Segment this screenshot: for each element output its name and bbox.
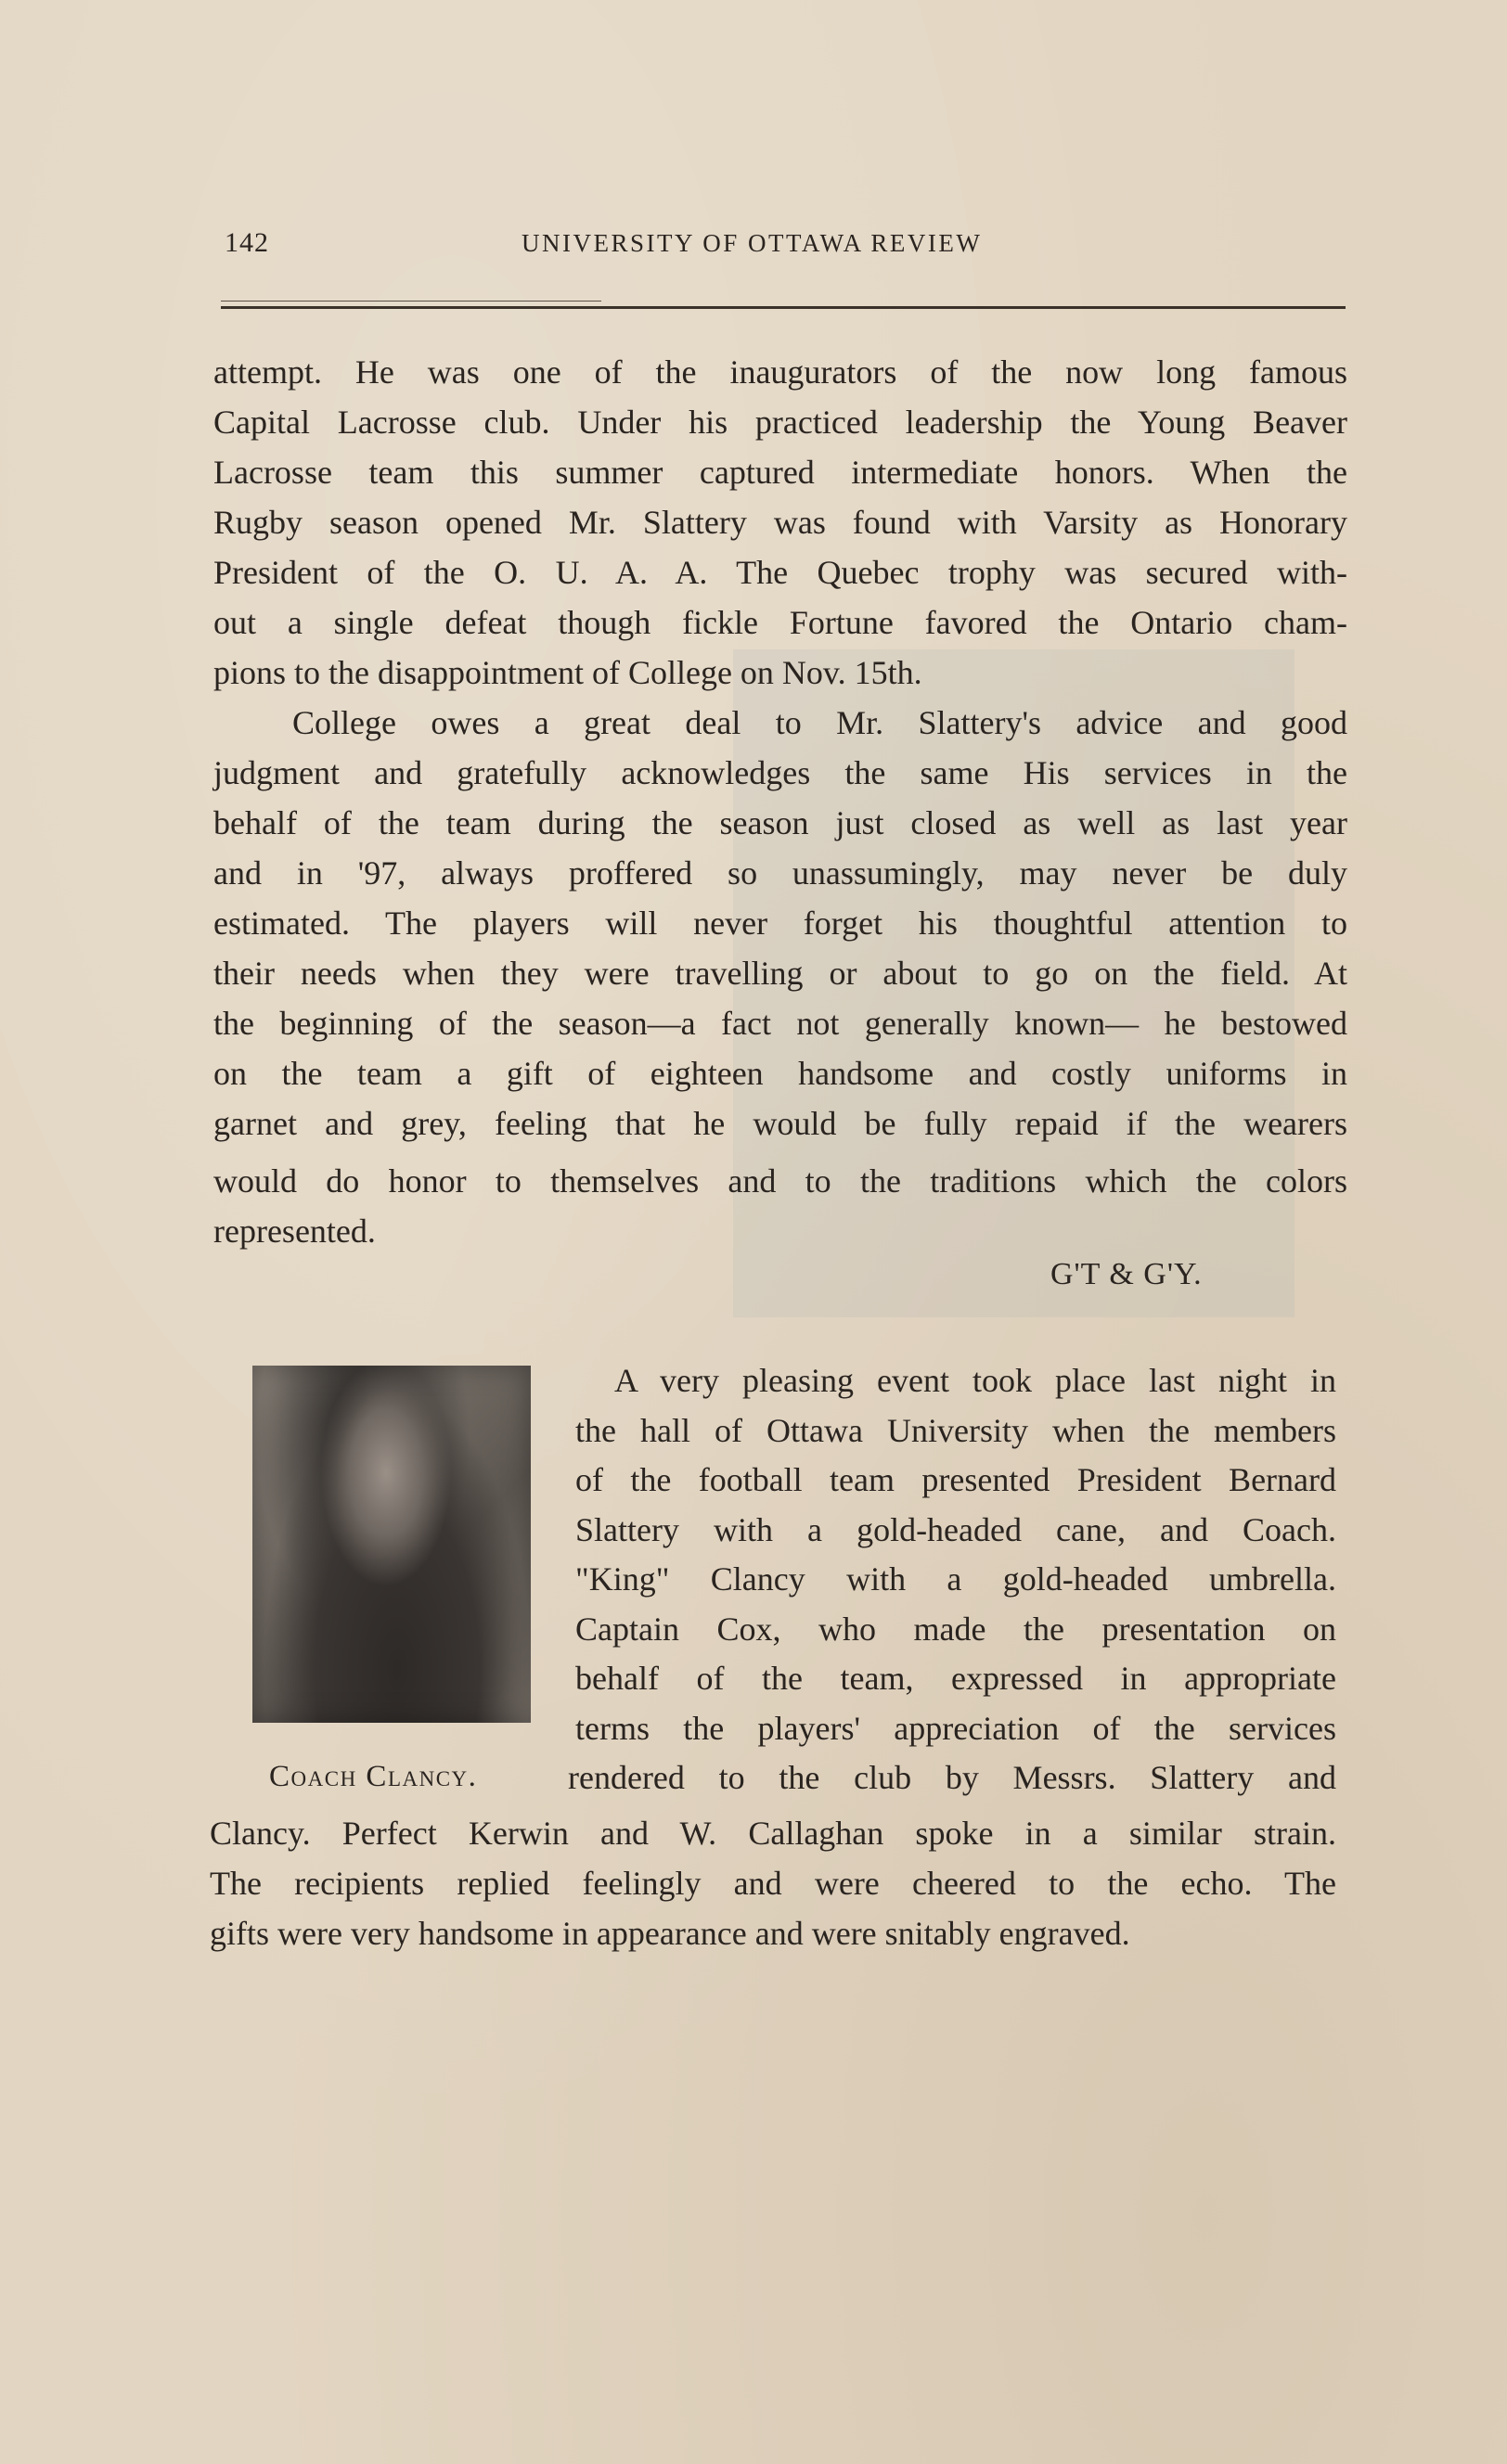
text-line: behalf of the team during the season just closed as well as last year [213, 804, 1347, 841]
text-line: on the team a gift of eighteen handsome and costly uniforms in [213, 1055, 1347, 1092]
text-line: rendered to the club by Messrs. Slattery and [568, 1759, 1336, 1796]
paragraph-tribute [213, 698, 1347, 1256]
text-line: terms the players' appreciation of the services [575, 1709, 1336, 1747]
text-line: represented. [213, 1213, 376, 1250]
event-paragraph [568, 1356, 1336, 1803]
text-line: Lacrosse team this summer captured intermediate honors. When the [213, 454, 1347, 491]
page-number: 142 [225, 227, 269, 258]
text-line: the beginning of the season—a fact not generally known— he bestowed [213, 1005, 1347, 1042]
text-line: the hall of Ottawa University when the members [575, 1411, 1336, 1449]
text-line: College owes a great deal to Mr. Slattery's advice and good [292, 704, 1347, 741]
header-rule-thin [221, 301, 601, 302]
text-line: out a single defeat though fickle Fortune favored the Ontario cham- [213, 604, 1347, 641]
text-line: Slattery with a gold-headed cane, and Coach. [575, 1510, 1336, 1548]
text-line: estimated. The players will never forget his thoughtful attention to [213, 905, 1347, 942]
event-paragraph-full [210, 1808, 1336, 1958]
text-line: garnet and grey, feeling that he would be fully repaid if the wearers [213, 1105, 1347, 1142]
text-line: gifts were very handsome in appearance and were snitably engraved. [210, 1915, 1130, 1952]
text-line: and in '97, always proffered so unassumingly, may never be duly [213, 854, 1347, 892]
text-line: attempt. He was one of the inaugurators of the now long famous [213, 353, 1347, 391]
text-line: Capital Lacrosse club. Under his practiced leadership the Young Beaver [213, 404, 1347, 441]
text-line: Clancy. Perfect Kerwin and W. Callaghan spoke in a similar strain. [210, 1815, 1336, 1852]
text-line: behalf of the team, expressed in appropriate [575, 1660, 1336, 1697]
paragraph-continuation [213, 347, 1347, 698]
text-line: Rugby season opened Mr. Slattery was found with Varsity as Honorary [213, 504, 1347, 541]
coach-photo [252, 1366, 531, 1723]
author-signature: G'T & G'Y. [1050, 1257, 1203, 1291]
header-rule [221, 306, 1346, 309]
event-paragraph-continued [210, 1808, 1336, 1958]
text-line: their needs when they were travelling or about to go on the field. At [213, 955, 1347, 992]
text-line: The recipients replied feelingly and were cheered to the echo. The [210, 1865, 1336, 1902]
event-paragraph-wrapped [568, 1356, 1336, 1803]
text-line: pions to the disappointment of College on Nov. 15th. [213, 654, 922, 691]
text-line: judgment and gratefully acknowledges the same His services in the [213, 754, 1347, 791]
text-line: President of the O. U. A. A. The Quebec trophy was secured with- [213, 554, 1347, 591]
text-line: "King" Clancy with a gold-headed umbrella. [575, 1560, 1336, 1598]
photo-caption: Coach Clancy. [269, 1760, 478, 1793]
page-header [215, 227, 1347, 264]
article-body [213, 347, 1347, 1256]
text-line: Captain Cox, who made the presentation on [575, 1610, 1336, 1648]
running-head: UNIVERSITY OF OTTAWA REVIEW [522, 229, 983, 257]
text-line: would do honor to themselves and to the traditions which the colors [213, 1162, 1347, 1200]
text-line: of the football team presented President Bernard [575, 1461, 1336, 1498]
text-line: A very pleasing event took place last night in [614, 1362, 1336, 1399]
